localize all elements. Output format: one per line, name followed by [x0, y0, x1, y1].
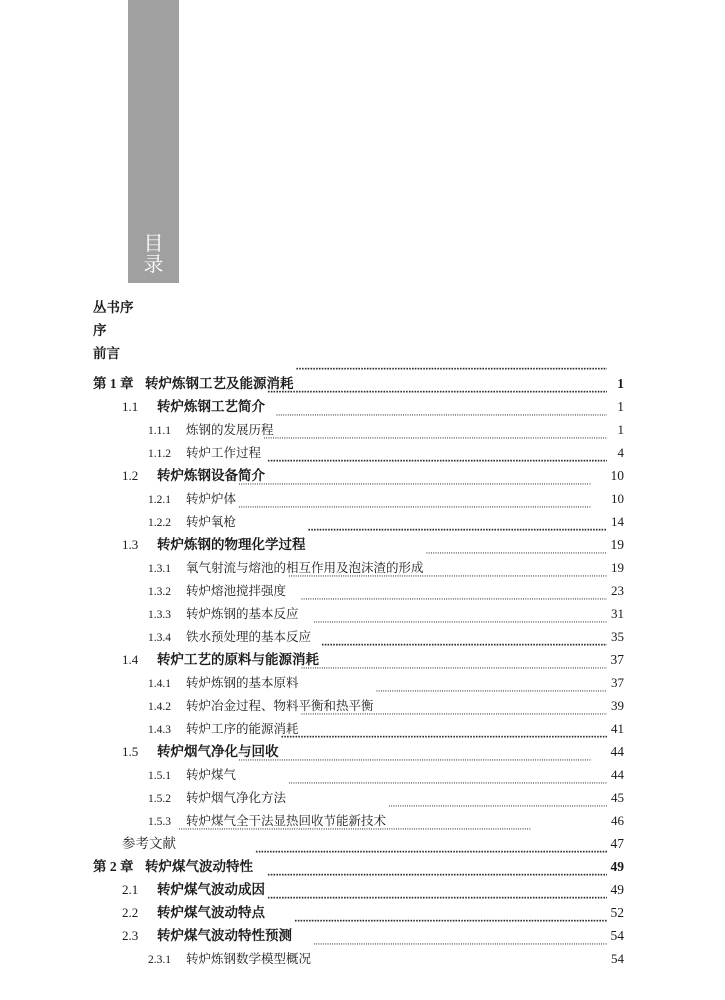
toc-entry-page-number: 47: [610, 836, 624, 851]
toc-entry-number: 1.1.2: [148, 448, 171, 460]
dot-leader: [301, 710, 607, 733]
toc-entry-number: 1.3.3: [148, 609, 171, 621]
dot-leader: [267, 871, 607, 894]
dot-leader: [288, 572, 607, 595]
toc-entry-title: 铁水预处理的基本反应: [186, 630, 312, 644]
toc-entry-number: 2.1: [122, 882, 139, 897]
toc-entry-page-number: 52: [610, 905, 624, 920]
toc-entry-number: 第 2 章: [93, 859, 134, 874]
toc-entry-title: 氧气射流与熔池的相互作用及泡沫渣的形成: [186, 561, 424, 575]
dot-leader: [301, 664, 607, 687]
toc-entry-number: 2.3: [122, 928, 139, 943]
toc-entry-title: 转炉煤气波动特性: [145, 859, 253, 874]
dot-leader: [267, 457, 607, 480]
dot-leader: [388, 802, 607, 825]
front-matter-label: 丛书序: [93, 300, 134, 315]
toc-entry-title: 转炉煤气全干法显热回收节能新技术: [186, 814, 387, 828]
toc-entry-number: 1.3: [122, 537, 139, 552]
toc-entry-number: 1.2.1: [148, 494, 171, 506]
toc-entry-title: 转炉冶金过程、物料平衡和热平衡: [186, 699, 374, 713]
front-matter-list: [93, 296, 624, 365]
dot-leader: [313, 940, 607, 963]
page-title-char-1: 目: [143, 231, 164, 255]
toc-entry-page-number: 44: [610, 744, 624, 759]
toc-entry-title: 转炉煤气波动特性预测: [157, 928, 292, 943]
toc-entry-number: 1.5.2: [148, 793, 171, 805]
dot-leader: [313, 618, 607, 641]
toc-entry-page-number: 44: [611, 767, 624, 782]
toc-entry-title: 炼钢的发展历程: [186, 423, 274, 437]
toc-entry-page-number: 14: [611, 514, 624, 529]
dot-leader: [281, 733, 608, 756]
dot-leader: [294, 917, 607, 940]
dot-leader: [296, 365, 608, 388]
toc-entry-page-number: 1: [617, 422, 624, 437]
toc-entry-page-number: 23: [611, 583, 624, 598]
table-of-contents: [93, 296, 624, 966]
toc-entry-title: 转炉炉体: [186, 492, 237, 506]
dot-leader: [238, 480, 607, 503]
dot-leader: [426, 549, 607, 572]
toc-entry-page-number: 46: [611, 813, 624, 828]
toc-entry-number: 2.2: [122, 905, 139, 920]
dot-leader: [263, 434, 607, 457]
toc-entry-page-number: 49: [610, 882, 624, 897]
toc-entry-title: 转炉氧枪: [186, 515, 237, 529]
toc-entry-title: 转炉炼钢的基本反应: [186, 607, 299, 621]
dot-leader: [178, 825, 607, 848]
toc-entry-number: 1.4.3: [148, 724, 171, 736]
toc-entry-page-number: 41: [611, 721, 624, 736]
toc-entry-title: 转炉工序的能源消耗: [186, 722, 299, 736]
toc-entry-page-number: 37: [610, 652, 624, 667]
toc-entry-number: 1.4: [122, 652, 139, 667]
toc-entry-title: 转炉炼钢工艺及能源消耗: [145, 376, 294, 391]
toc-entry-title: 转炉炼钢设备简介: [157, 468, 265, 483]
toc-entry-title: 转炉炼钢数学模型概况: [186, 952, 312, 966]
toc-entry-page-number: 35: [611, 629, 624, 644]
toc-entry-number: 1.4.2: [148, 701, 171, 713]
dot-leader: [276, 411, 607, 434]
toc-entry-title: 转炉炼钢的物理化学过程: [157, 537, 306, 552]
toc-entry-number: 1.5: [122, 744, 139, 759]
toc-entry-title: 转炉烟气净化与回收: [157, 744, 279, 759]
toc-entry-page-number: 31: [611, 606, 624, 621]
dot-leader: [238, 503, 607, 526]
dot-leader: [267, 894, 607, 917]
dot-leader: [301, 595, 607, 618]
toc-entry-number: 1.3.4: [148, 632, 171, 644]
toc-entry-page-number: 1: [617, 376, 624, 391]
toc-entry-number: 1.5.3: [148, 816, 171, 828]
dot-leader: [267, 388, 607, 411]
toc-entry-number: 1.1.1: [148, 425, 171, 437]
front-matter-label: 序: [93, 323, 107, 338]
front-matter-item[interactable]: [93, 319, 624, 342]
toc-entry-number: 1.2.2: [148, 517, 171, 529]
toc-entry-page-number: 39: [611, 698, 624, 713]
toc-entry-title: 转炉炼钢工艺简介: [157, 399, 265, 414]
toc-entry-number: 1.1: [122, 399, 139, 414]
toc-entry-title: 转炉工作过程: [186, 446, 262, 460]
toc-entry-title: 转炉煤气波动成因: [157, 882, 265, 897]
page-title-char-2: 录: [143, 252, 164, 276]
toc-entry-title: 参考文献: [122, 836, 176, 851]
toc-entry-list: [93, 365, 624, 966]
front-matter-label: 前言: [93, 346, 120, 361]
toc-entry-title: 转炉烟气净化方法: [186, 791, 287, 805]
front-matter-item[interactable]: [93, 296, 624, 319]
front-matter-item[interactable]: [93, 342, 624, 365]
toc-entry-page-number: 49: [610, 859, 624, 874]
toc-entry-number: 1.5.1: [148, 770, 171, 782]
dot-leader: [321, 641, 607, 664]
toc-entry-page-number: 37: [611, 675, 624, 690]
dot-leader: [238, 756, 607, 779]
toc-entry-number: 1.3.1: [148, 563, 171, 575]
dot-leader: [376, 687, 607, 710]
toc-entry-page-number: 19: [611, 560, 624, 575]
toc-entry-title: 转炉炼钢的基本原料: [186, 676, 299, 690]
toc-entry[interactable]: [93, 365, 624, 391]
page-title: [128, 233, 179, 275]
toc-entry-title: 转炉煤气: [186, 768, 237, 782]
toc-entry-number: 2.3.1: [148, 954, 171, 966]
toc-entry-page-number: 54: [610, 928, 624, 943]
toc-entry-number: 第 1 章: [93, 376, 134, 391]
toc-entry-page-number: 1: [617, 399, 624, 414]
toc-entry-title: 转炉熔池搅拌强度: [186, 584, 287, 598]
toc-entry-number: 1.3.2: [148, 586, 171, 598]
toc-entry-page-number: 45: [611, 790, 624, 805]
dot-leader: [255, 848, 607, 871]
header-gray-band: [128, 0, 179, 283]
toc-entry-page-number: 10: [611, 491, 624, 506]
toc-entry-page-number: 54: [611, 951, 624, 966]
toc-entry-page-number: 4: [617, 445, 624, 460]
toc-entry-page-number: 10: [610, 468, 624, 483]
toc-entry-title: 转炉工艺的原料与能源消耗: [157, 652, 319, 667]
dot-leader: [288, 779, 607, 802]
toc-entry-number: 1.2: [122, 468, 139, 483]
toc-entry-page-number: 19: [610, 537, 624, 552]
toc-entry-title: 转炉煤气波动特点: [157, 905, 265, 920]
toc-entry-number: 1.4.1: [148, 678, 171, 690]
dot-leader: [308, 526, 608, 549]
